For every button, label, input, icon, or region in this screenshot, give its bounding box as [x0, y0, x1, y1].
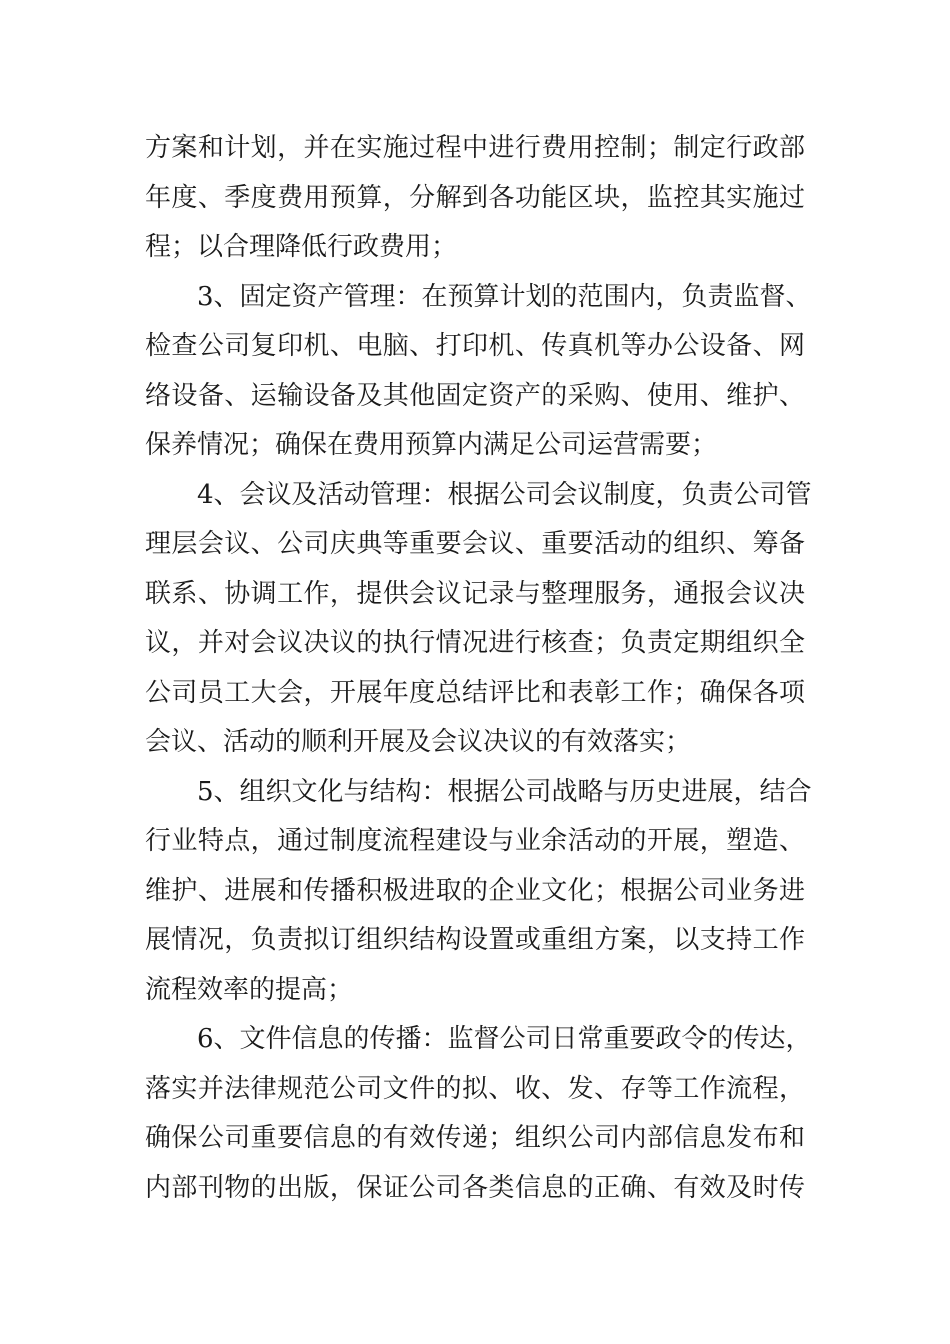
text-line: 流程效率的提高； [145, 974, 354, 1005]
text-line: 保养情况；确保在费用预算内满足公司运营需要； [145, 430, 718, 460]
text-line: 5、组织文化与结构：根据公司战略与历史进展，结合 [197, 776, 812, 807]
text-line: 行业特点，通过制度流程建设与业余活动的开展，塑造、 [145, 826, 805, 856]
text-line: 落实并法律规范公司文件的拟、收、发、存等工作流程， [145, 1073, 805, 1104]
text-line: 展情况，负责拟订组织结构设置或重组方案，以支持工作 [145, 925, 805, 955]
text-line: 议，并对会议决议的执行情况进行核查；负责定期组织全 [145, 628, 805, 658]
text-line: 联系、协调工作，提供会议记录与整理服务，通报会议决 [145, 578, 805, 609]
text-line: 方案和计划，并在实施过程中进行费用控制；制定行政部 [145, 133, 805, 163]
text-line: 4、会议及活动管理：根据公司会议制度，负责公司管 [197, 479, 812, 510]
text-line: 3、固定资产管理：在预算计划的范围内，负责监督、 [197, 281, 812, 312]
body-text [145, 124, 812, 1213]
text-line: 会议、活动的顺利开展及会议决议的有效落实； [145, 727, 692, 757]
text-line: 维护、进展和传播积极进取的企业文化；根据公司业务进 [145, 875, 805, 906]
text-line: 理层会议、公司庆典等重要会议、重要活动的组织、筹备 [145, 529, 805, 559]
text-line: 确保公司重要信息的有效传递；组织公司内部信息发布和 [145, 1123, 805, 1153]
text-line: 络设备、运输设备及其他固定资产的采购、使用、维护、 [145, 380, 805, 411]
text-line: 年度、季度费用预算，分解到各功能区块，监控其实施过 [145, 182, 805, 213]
text-line: 公司员工大会，开展年度总结评比和表彰工作；确保各项 [145, 677, 805, 708]
text-line: 程；以合理降低行政费用； [145, 232, 458, 262]
text-line: 检查公司复印机、电脑、打印机、传真机等办公设备、网 [145, 331, 805, 361]
text-line: 内部刊物的出版，保证公司各类信息的正确、有效及时传 [145, 1172, 805, 1203]
text-line: 6、文件信息的传播：监督公司日常重要政令的传达， [197, 1024, 812, 1054]
